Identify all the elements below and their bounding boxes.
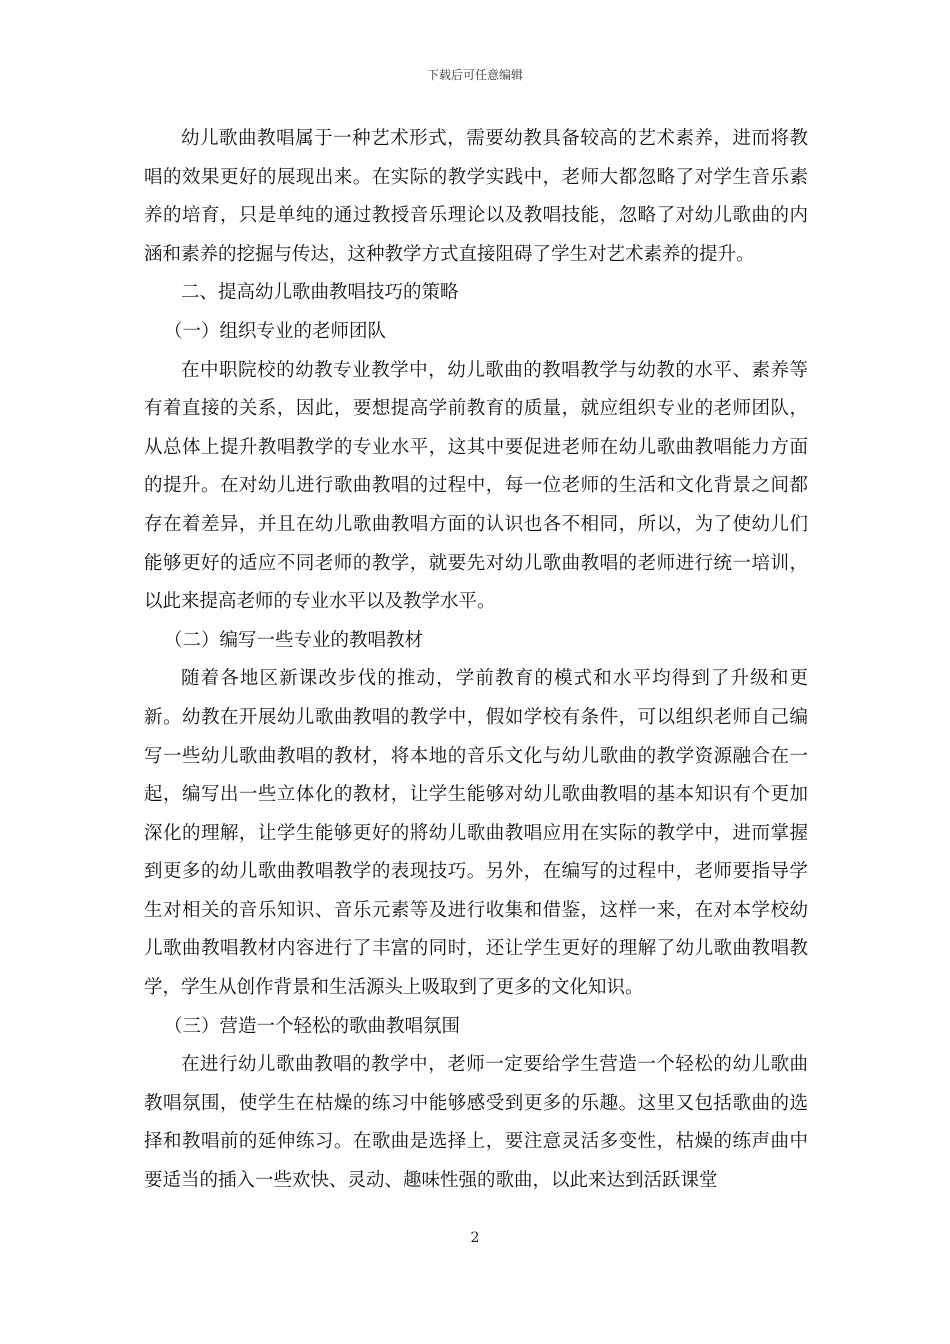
paragraph-atmosphere: 在进行幼儿歌曲教唱的教学中，老师一定要给学生营造一个轻松的幼儿歌曲教唱氛围，使学生在枯燥的练习中能够感受到更多的乐趣。这里又包括歌曲的选择和教唱前的延伸练习。在歌曲是选择上，要注意灵活多变性，枯燥的练声曲中要适当的插入一些欢快、灵动、趣味性强的歌曲，以此来达到活跃课堂 [144, 1054, 808, 1192]
section-heading-strategies: 二、提高幼儿歌曲教唱技巧的策略 [181, 282, 459, 304]
paragraph-teacher-team: 在中职院校的幼教专业教学中，幼儿歌曲的教唱教学与幼教的水平、素养等有着直接的关系，因此，要想提高学前教育的质量，就应组织专业的老师团队，从总体上提升教唱教学的专业水平，这其中要促进老师在幼儿歌曲教唱能力方面的提升。在对幼儿进行歌曲教唱的过程中，每一位老师的生活和文化背景之间都存在着差异，并且在幼儿歌曲教唱方面的认识也各不相同，所以，为了使幼儿们能够更好的适应不同老师的教学，就要先对幼儿歌曲教唱的老师进行统一培训，以此来提高老师的专业水平以及教学水平。 [144, 359, 808, 613]
page-header: 下载后可任意编辑 [426, 68, 523, 82]
paragraph-intro: 幼儿歌曲教唱属于一种艺术形式，需要幼教具备较高的艺术素养，进而将教唱的效果更好的展现出来。在实际的教学实践中，老师大都忽略了对学生音乐素养的培育，只是单纯的通过教授音乐理论以及教唱技能，忽略了对幼儿歌曲的内涵和素养的挖掘与传达，这种教学方式直接阻碍了学生对艺术素养的提升。 [144, 128, 808, 265]
subheading-textbooks: （二）编写一些专业的教唱教材 [164, 629, 424, 651]
document-body [144, 120, 808, 1201]
subheading-teacher-team: （一）组织专业的老师团队 [164, 320, 387, 342]
page-number: 2 [470, 1230, 480, 1246]
paragraph-textbooks: 随着各地区新课改步伐的推动，学前教育的模式和水平均得到了升级和更新。幼教在开展幼儿歌曲教唱的教学中，假如学校有条件，可以组织老师自己编写一些幼儿歌曲教唱的教材，将本地的音乐文化与幼儿歌曲的教学资源融合在一起，编写出一些立体化的教材，让学生能够对幼儿歌曲教唱的基本知识有个更加深化的理解，让学生能够更好的將幼儿歌曲教唱应用在实际的教学中，进而掌握到更多的幼儿歌曲教唱教学的表现技巧。另外，在编写的过程中，老师要指导学生对相关的音乐知识、音乐元素等及进行收集和借鉴，这样一来，在对本学校幼儿歌曲教唱教材内容进行了丰富的同时，还让学生更好的理解了幼儿歌曲教唱教学，学生从创作背景和生活源头上吸取到了更多的文化知识。 [144, 668, 808, 999]
subheading-atmosphere: （三）营造一个轻松的歌曲教唱氛围 [164, 1015, 461, 1037]
